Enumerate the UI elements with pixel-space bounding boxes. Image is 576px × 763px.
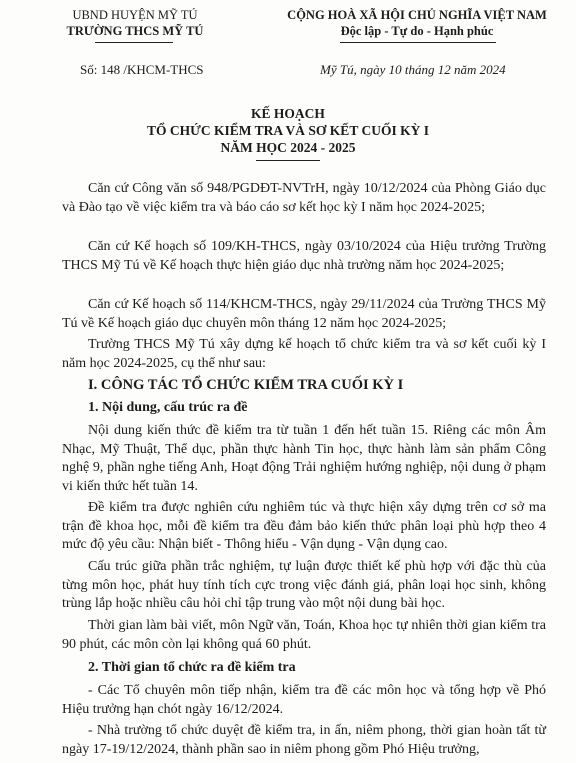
org-line-1: UBND HUYỆN MỸ TÚ	[72, 8, 198, 22]
paragraph-structure: Cấu trúc giữa phần trắc nghiệm, tự luận được thiết kế phù hợp với đặc thù của từng môn học, phát huy tính tích cực trong việc đánh giá, phân loại học sinh, không trùng lắp hoặc nhiều câu hỏi chỉ tập trung vào một nội dung bài học.	[62, 559, 546, 612]
nation-line-2: Độc lập - Tự do - Hạnh phúc	[340, 24, 494, 38]
paragraph-basis-3: Căn cứ Kế hoạch số 114/KHCM-THCS, ngày 29/11/2024 của Trường THCS Mỹ Tú về Kế hoạch giáo dục chuyên môn tháng 12 năm học 2024-2025;	[62, 297, 546, 331]
org-line-2: TRƯỜNG THCS MỸ TÚ	[66, 24, 204, 38]
paragraph-printing: - Nhà trường tổ chức duyệt đề kiểm tra, in ấn, niêm phong, thời gian hoàn tất từ ngày 17-19/12/2024, thành phần sao in niêm phong gồm Phó Hiệu trưởng,	[62, 723, 546, 757]
paragraph-intro: Trường THCS Mỹ Tú xây dựng kế hoạch tổ chức kiểm tra và sơ kết cuối kỳ I năm học 2024-2025, cụ thể như sau:	[62, 337, 546, 371]
paragraph-matrix: Đề kiểm tra được nghiên cứu nghiêm túc và thực hiện xây dựng trên cơ sở ma trận đề khoa học, mỗi đề kiểm tra đều đảm bảo kiến thức phân loại phù hợp theo 4 mức độ yêu cầu: Nhận biết - Thông hiểu - Vận dụng - Vận dụng cao.	[62, 500, 546, 553]
nation-underline	[340, 42, 496, 43]
nation-line-1: CỘNG HOÀ XÃ HỘI CHỦ NGHĨA VIỆT NAM	[287, 8, 547, 22]
title-line-2: TỔ CHỨC KIỂM TRA VÀ SƠ KẾT CUỐI KỲ I	[147, 123, 429, 138]
title-underline	[256, 160, 320, 161]
title-line-3: NĂM HỌC 2024 - 2025	[220, 140, 356, 155]
paragraph-duration: Thời gian làm bài viết, môn Ngữ văn, Toán, Khoa học tự nhiên thời gian kiểm tra 90 phút, các môn còn lại không quá 60 phút.	[62, 618, 546, 652]
place-date: Mỹ Tú, ngày 10 tháng 12 năm 2024	[320, 62, 506, 77]
subheading-1: 1. Nội dung, cấu trúc ra đề	[88, 400, 248, 415]
subheading-2: 2. Thời gian tổ chức ra đề kiểm tra	[88, 660, 296, 675]
paragraph-basis-2: Căn cứ Kế hoạch số 109/KH-THCS, ngày 03/10/2024 của Hiệu trưởng Trường THCS Mỹ Tú về Kế hoạch thực hiện giáo dục nhà trường năm học 2024-2025;	[62, 239, 546, 273]
paragraph-content: Nội dung kiến thức đề kiểm tra từ tuần 1 đến hết tuần 15. Riêng các môn Âm Nhạc, Mỹ Thuật, Thể dục, phần thực hành Tin học, thực hành làm sản phẩm Công nghệ 9, phần nghe tiếng Anh, Hoạt động Trải nghiệm hướng nghiệp, nội dung ở phạm vi kiến thức hết tuần 14.	[62, 423, 546, 494]
title-line-1: KẾ HOẠCH	[251, 106, 325, 121]
paragraph-submission: - Các Tổ chuyên môn tiếp nhận, kiểm tra đề các môn học và tổng hợp về Phó Hiệu trưởng hạn chót ngày 16/12/2024.	[62, 683, 546, 717]
org-underline	[95, 42, 173, 43]
paragraph-basis-1: Căn cứ Công văn số 948/PGDĐT-NVTrH, ngày 10/12/2024 của Phòng Giáo dục và Đào tạo về việc kiểm tra và báo cáo sơ kết học kỳ I năm học 2024-2025;	[62, 181, 546, 215]
section-heading-1: I. CÔNG TÁC TỔ CHỨC KIỂM TRA CUỐI KỲ I	[88, 377, 404, 393]
doc-number: Số: 148 /KHCM-THCS	[80, 62, 204, 77]
